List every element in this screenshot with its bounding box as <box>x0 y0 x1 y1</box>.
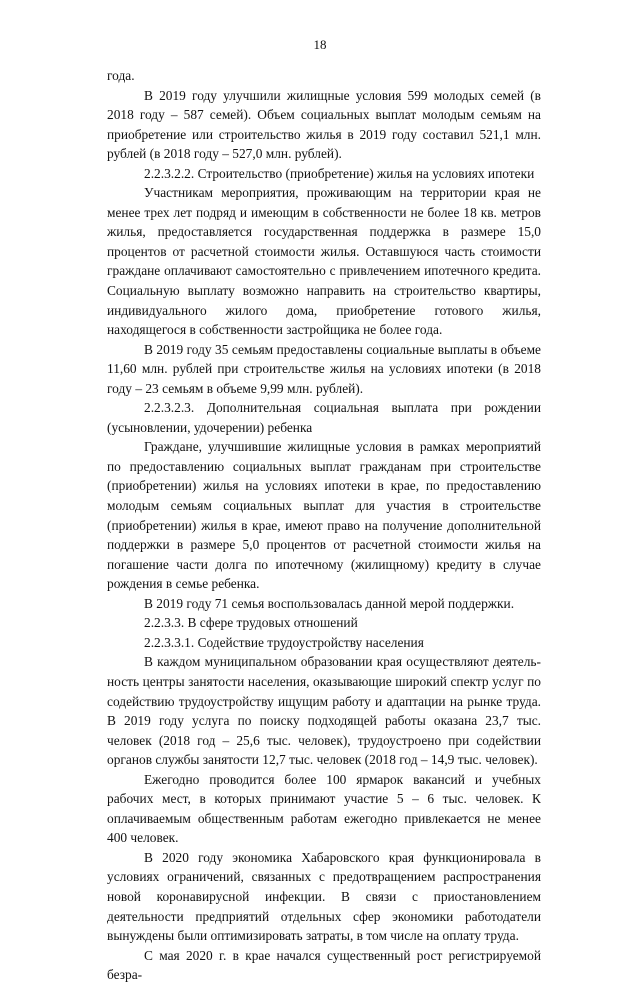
section-heading: 2.2.3.2.2. Строительство (приобретение) жилья на условиях ипотеки <box>144 165 535 181</box>
paragraph: Участникам мероприятия, проживающим на территории края не менее трех лет подряд и имеющим в собственности не более 18 кв. метров жилья, предоставляется государственная поддержка в размере 15,0 процентов от расчетной стоимости жилья. Оставшуюся часть стоимости граждане оплачивают самостоятельно с привлечением ипотечного кредита. Социальную выплату возможно направить на строительство квартиры, индивидуального жилого дома, приобретение готового жилья, находящегося в собственности застройщика не более года. <box>107 185 541 338</box>
section-heading: 2.2.3.2.3. Дополнительная социальная выплата при рождении (усыновлении, удочерении) ребенка <box>107 400 541 435</box>
paragraph: Граждане, улучшившие жилищные условия в рамках мероприятий по предоставлению социальных выплат гражданам при строительстве (приобретении) жилья на условиях ипотеки в крае, по предоставлению молодым семьям социальных выплат для участия в строительстве (приобретении) жилья в крае, имеют право на получение дополнительной поддержки в размере 5,0 процентов от расчетной стоимости жилья на погашение части долга по ипотечному (жилищному) кредиту в случае рождения в семье ребенка. <box>107 439 541 592</box>
paragraph: В 2019 году 35 семьям предоставлены социальные выплаты в объеме 11,60 млн. рублей при строительстве жилья на условиях ипотеки (в 2018 году – 23 семьям в объеме 9,99 млн. рублей). <box>107 341 541 396</box>
paragraph: Ежегодно проводится более 100 ярмарок вакансий и учебных рабочих мест, в которых принимают участие 5 – 6 тыс. человек. К оплачиваемым общественным работам ежегодно привлекается не менее 400 человек. <box>107 771 541 846</box>
paragraph: В 2019 году 71 семья воспользовалась данной мерой поддержки. <box>144 595 515 611</box>
paragraph: года. <box>107 68 135 83</box>
document-body <box>107 66 541 985</box>
section-heading: 2.2.3.3.1. Содействие трудоустройству населения <box>144 634 424 650</box>
paragraph: В 2019 году улучшили жилищные условия 599 молодых семей (в 2018 году – 587 семей). Объем социальных выплат молодым семьям на приобретение или строительство жилья в 2019 году составил 521,1 млн. рублей (в 2018 году – 527,0 млн. рублей). <box>107 87 541 162</box>
page-number: 18 <box>313 37 327 52</box>
paragraph: В 2020 году экономика Хабаровского края функционировала в условиях ограничений, связанных с предотвращением распространения новой коронавирусной инфекции. В связи с приостановлением деятельности предприятий отдельных сфер экономики работодатели вынуждены были оптимизировать затраты, в том числе на оплату труда. <box>107 849 541 944</box>
paragraph: В каждом муниципальном образовании края осуществляют деятельность центры занятости населения, оказывающие широкий спектр услуг по содействию трудоустройству ищущим работу и адаптации на рынке труда. В 2019 году услуга по поиску подходящей работы оказана 23,7 тыс. человек (2018 год – 25,6 тыс. человек), трудоустроено при содействии органов службы занятости 12,7 тыс. человек (2018 год – 14,9 тыс. человек). <box>107 654 541 768</box>
paragraph: С мая 2020 г. в крае начался существенный рост регистрируемой безра- <box>107 947 541 983</box>
section-heading: 2.2.3.3. В сфере трудовых отношений <box>144 615 358 631</box>
